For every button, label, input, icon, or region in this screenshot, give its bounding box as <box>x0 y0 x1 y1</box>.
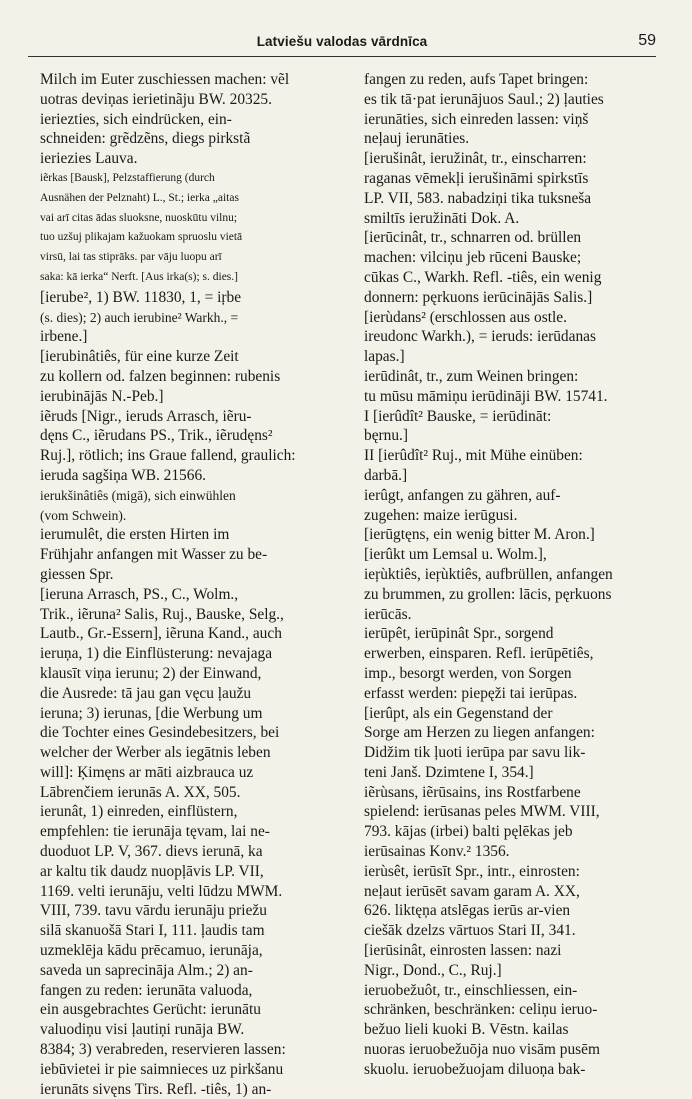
text-line: ieruobežuôt, tr., einschliessen, ein- <box>364 981 578 999</box>
text-line: klausīt viņa ierunu; 2) der Einwand, <box>40 664 262 682</box>
text-line: [ierūgtęns, ein wenig bitter M. Aron.] <box>364 526 595 544</box>
page-title: Latviešu valodas vārdnīca <box>256 34 428 49</box>
text-line: Ruj.], rötlich; ins Graue fallend, graulich: <box>40 447 296 465</box>
text-line: erwerben, einsparen. Refl. ierūpētiês, <box>364 645 594 663</box>
text-line: duoduot LP. V, 367. dievs ierunā, ka <box>40 843 263 861</box>
text-line: schneiden: grẽdzẽns, diegs pirkstã <box>40 130 251 148</box>
text-line: VIII, 739. tavu vārdu ierunāju priežu <box>40 902 267 920</box>
text-line: Sorge am Herzen zu liegen anfangen: <box>364 724 595 742</box>
text-line: die Tochter eines Gesindebesitzers, bei <box>40 724 280 742</box>
text-line: vai arī citas ādas sluoksne, nuoskūtu vilnu; <box>40 211 238 224</box>
text-line: saka: kā ierka“ Nerft. [Aus irka(s); s. dies.] <box>40 270 238 283</box>
text-line: [ierubinâtiês, für eine kurze Zeit <box>40 348 239 366</box>
text-line: iẽrkas [Bausk], Pelzstaffierung (durch <box>40 171 215 184</box>
text-line: tu mūsu māmiņu ierūdināji BW. 15741. <box>364 387 608 405</box>
text-line: fangen zu reden, aufs Tapet bringen: <box>364 71 589 88</box>
text-line: zugehen: maize ierūgusi. <box>364 506 518 524</box>
text-line: (vom Schwein). <box>40 507 127 523</box>
text-line: ieriezties, sich eindrücken, ein- <box>40 110 232 128</box>
text-line: Ausnähen der Pelznaht) L., St.; ierka „aitas <box>40 191 239 204</box>
text-line: 8384; 3) verabreden, reservieren lassen: <box>40 1041 286 1059</box>
text-line: cūkas C., Warkh. Refl. -tiês, ein wenig <box>364 268 602 286</box>
text-line: machen: vilciņu jeb rūceni Bauske; <box>364 249 582 267</box>
left-column <box>40 70 344 1099</box>
text-line: welcher der Werber als iegātnis leben <box>40 744 271 762</box>
text-line: smiltīs ieružināti Dok. A. <box>364 209 520 227</box>
text-line: lapas.] <box>364 348 405 366</box>
text-line: 793. kājas (irbei) balti pęlēkas jeb <box>364 823 573 841</box>
text-line: darbā.] <box>364 466 408 484</box>
text-line: II [ierûdît² Ruj., mit Mühe einüben: <box>364 447 583 465</box>
text-line: ar kaltu tik daudz nuopļāvis LP. VII, <box>40 862 264 880</box>
page-header <box>28 30 656 57</box>
text-line: Frühjahr anfangen mit Wasser zu be- <box>40 546 268 564</box>
text-line: iebūvietei ir pie saimnieces uz pirkšanu <box>40 1060 284 1078</box>
page-number: 59 <box>638 32 656 49</box>
text-line: nuoras ieruobežuōja nuo visām pusēm <box>364 1041 600 1059</box>
text-line: giessen Spr. <box>40 565 114 583</box>
right-column <box>364 70 664 1080</box>
text-line: ieruņa, 1) die Einflüsterung: nevajaga <box>40 645 273 663</box>
text-line: neļauj ierunāties. <box>364 130 470 148</box>
text-line: ierunāties, sich einreden lassen: viņš <box>364 110 589 128</box>
text-line: erfasst werden: piepęži tai ierūpas. <box>364 684 578 702</box>
text-line: spielend: ierūsanas peles MWM. VIII, <box>364 803 600 821</box>
text-line: ierubinājās N.-Peb.] <box>40 387 164 405</box>
text-line: [ierūcinât, tr., schnarren od. brüllen <box>364 229 582 247</box>
text-line: Milch im Euter zuschiessen machen: vẽl <box>40 71 290 88</box>
text-line: zu brummen, zu grollen: lācis, pęrkuons <box>364 585 612 603</box>
text-line: irbene.] <box>40 328 88 346</box>
text-line: ireudonc Warkh.), = ieruds: ierūdanas <box>364 328 596 346</box>
text-line: [ierûpt, als ein Gegenstand der <box>364 704 553 722</box>
text-line: zu kollern od. falzen beginnen: rubenis <box>40 367 281 385</box>
text-line: ierùsêt, ierūsīt Spr., intr., einrosten: <box>364 862 580 880</box>
text-line: (s. dies); 2) auch ierubine² Warkh., = <box>40 309 239 325</box>
text-line: ieriezies Lauva. <box>40 150 138 168</box>
text-line: donnern: pęrkuons ierūcinājās Salis.] <box>364 288 593 306</box>
text-line: ierūsainas Konv.² 1356. <box>364 843 510 861</box>
text-line: uzmeklēja kādu prēcamuo, ierunāja, <box>40 942 263 960</box>
text-line: Didžim tik ļuoti ierūpa par savu lik- <box>364 744 586 762</box>
text-line: ciešāk dzelzs vārtuos Stari II, 341. <box>364 922 576 940</box>
text-line: skuolu. ieruobežuojam diluoņa bak- <box>364 1060 586 1078</box>
text-line: ierūcās. <box>364 605 412 623</box>
text-line: [ierušinât, ieružinât, tr., einscharren: <box>364 150 587 168</box>
text-line: imp., besorgt werden, von Sorgen <box>364 664 572 682</box>
text-line: ieruna; 3) ierunas, [die Werbung um <box>40 704 263 722</box>
text-line: 626. liktęņa atslēgas ierūs ar-vien <box>364 902 571 920</box>
text-line: [ieruna Arrasch, PS., C., Wolm., <box>40 585 239 603</box>
text-line: saveda un saprecināja Alm.; 2) an- <box>40 961 253 979</box>
text-line: iẽrùsans, iẽrūsains, ins Rostfarbene <box>364 783 581 801</box>
text-line: bežuo lieli kuoki B. Vēstn. kailas <box>364 1021 569 1039</box>
text-line: ein ausgebrachtes Gerücht: ierunātu <box>40 1001 261 1019</box>
text-line: die Ausrede: tā jau gan vęcu ļaužu <box>40 684 252 702</box>
text-line: uotras deviņas ierietinãju BW. 20325. <box>40 90 272 108</box>
text-line: Lautb., Gr.-Essern], iẽruna Kand., auch <box>40 625 282 643</box>
text-line: virsū, lai tas stiprāks. par vāju luopu arī <box>40 251 222 264</box>
text-line: raganas vēmekļi ierušināmi spirkstīs <box>364 169 589 187</box>
text-line: [ierûkt um Lemsal u. Wolm.], <box>364 546 547 564</box>
text-line: fangen zu reden: ierunāta valuoda, <box>40 981 253 999</box>
text-line: silā skanuošā Stari I, 111. ļaudis tam <box>40 922 265 940</box>
text-line: 1169. velti ierunāju, velti lūdzu MWM. <box>40 882 283 900</box>
text-line: neļaut ierūsēt savam garam A. XX, <box>364 882 580 900</box>
text-line: ierûgt, anfangen zu gähren, auf- <box>364 486 561 504</box>
text-line: teni Janš. Dzimtene I, 354.] <box>364 763 534 781</box>
text-line: es tik tā·pat ierunājuos Saul.; 2) ļauties <box>364 90 604 108</box>
text-line: ierunât, 1) einreden, einflüstern, <box>40 803 238 821</box>
text-line: tuo uzšuj plikajam kažuokam spruoslu vietā <box>40 231 243 244</box>
text-line: [ierūsinât, einrosten lassen: nazi <box>364 942 562 960</box>
text-line: ieruda sagšiņa WB. 21566. <box>40 466 206 484</box>
text-line: bęrnu.] <box>364 427 409 445</box>
text-line: will]: Ķimęns ar māti aizbrauca uz <box>40 763 254 781</box>
text-line: LP. VII, 583. nabadziņi tika tuksneša <box>364 189 592 207</box>
text-line: ierūdinât, tr., zum Weinen bringen: <box>364 367 579 385</box>
text-line: [ierube², 1) BW. 11830, 1, = iŗbe <box>40 288 242 306</box>
text-line: dęns C., iẽrudans PS., Trik., iẽrudęns² <box>40 427 273 445</box>
text-line: ierunāts sivęns Tirs. Refl. -tiês, 1) an- <box>40 1080 272 1098</box>
text-line: iẽruds [Nigr., ieruds Arrasch, iẽru- <box>40 407 252 425</box>
text-line: Nigr., Dond., C., Ruj.] <box>364 961 502 979</box>
text-line: [ierùdans² (erschlossen aus ostle. <box>364 308 567 326</box>
text-line: Lābrenčiem ierunās A. XX, 505. <box>40 783 241 801</box>
text-line: ierumulêt, die ersten Hirten im <box>40 526 230 544</box>
text-line: ieŗùktiês, ieŗùktiês, aufbrüllen, anfangen <box>364 565 613 583</box>
text-line: I [ierûdît² Bauske, = ierūdināt: <box>364 407 552 425</box>
text-line: Trik., iẽruna² Salis, Ruj., Bauske, Selg., <box>40 605 284 623</box>
text-line: ierūpêt, ierūpinât Spr., sorgend <box>364 625 554 643</box>
text-line: ierukšinâtiês (migā), sich einwühlen <box>40 487 236 503</box>
text-line: empfehlen: tie ierunāja tęvam, lai ne- <box>40 823 270 841</box>
text-line: schränken, beschränken: celiņu ieruo- <box>364 1001 598 1019</box>
text-line: valuodiņu visi ļautiņi runāja BW. <box>40 1021 245 1039</box>
